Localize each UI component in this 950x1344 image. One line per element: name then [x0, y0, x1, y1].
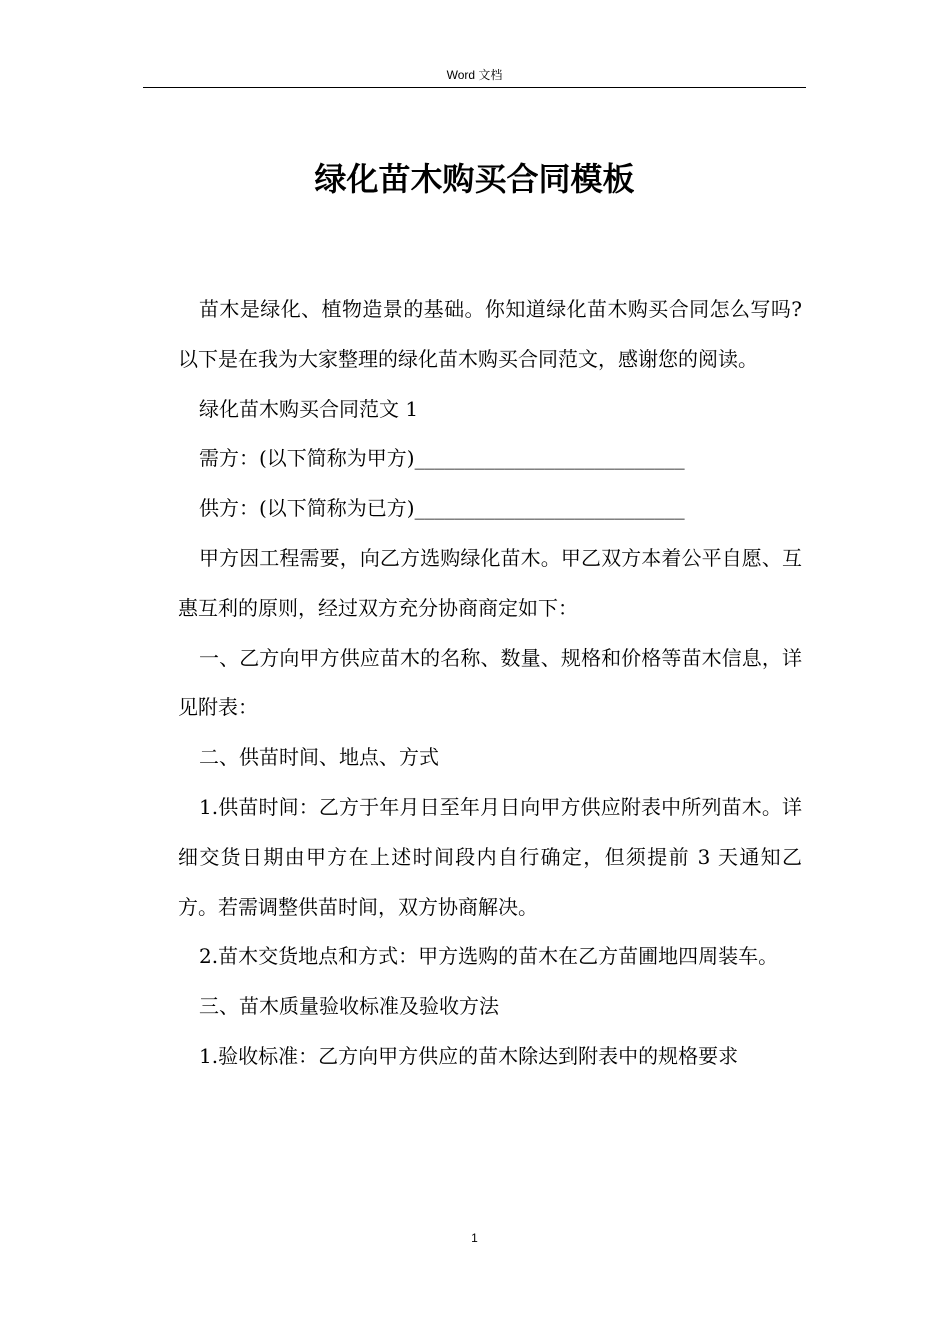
paragraph: 需方：(以下简称为甲方)___________________________: [199, 446, 685, 471]
header-divider: [143, 87, 806, 88]
paragraph: 三、苗木质量验收标准及验收方法: [199, 994, 499, 1019]
paragraph: 甲方因工程需要，向乙方选购绿化苗木。甲乙双方本着公平自愿、互惠互利的原则，经过双方充分协商商定如下：: [178, 545, 802, 620]
paragraph: 2.苗木交货地点和方式：甲方选购的苗木在乙方苗圃地四周装车。: [199, 944, 779, 969]
page-number: 1: [471, 1231, 478, 1245]
paragraph: 供方：(以下简称为已方)___________________________: [199, 496, 685, 521]
paragraph: 一、乙方向甲方供应苗木的名称、数量、规格和价格等苗木信息，详见附表：: [178, 645, 802, 720]
paragraph: 苗木是绿化、植物造景的基础。你知道绿化苗木购买合同怎么写吗?以下是在我为大家整理的绿化苗木购买合同范文，感谢您的阅读。: [178, 297, 802, 371]
paragraph: 1.验收标准：乙方向甲方供应的苗木除达到附表中的规格要求: [199, 1043, 739, 1068]
page-header: Word 文档: [446, 68, 503, 82]
paragraph: 1.供苗时间：乙方于年月日至年月日向甲方供应附表中所列苗木。详细交货日期由甲方在上述时间段内自行确定，但须提前 3 天通知乙方。若需调整供苗时间，双方协商解决。: [178, 794, 802, 919]
document-title: 绿化苗木购买合同模板: [314, 160, 635, 198]
document-body: [178, 285, 802, 1082]
paragraph: 绿化苗木购买合同范文 1: [199, 396, 419, 421]
paragraph: 二、供苗时间、地点、方式: [199, 745, 439, 770]
